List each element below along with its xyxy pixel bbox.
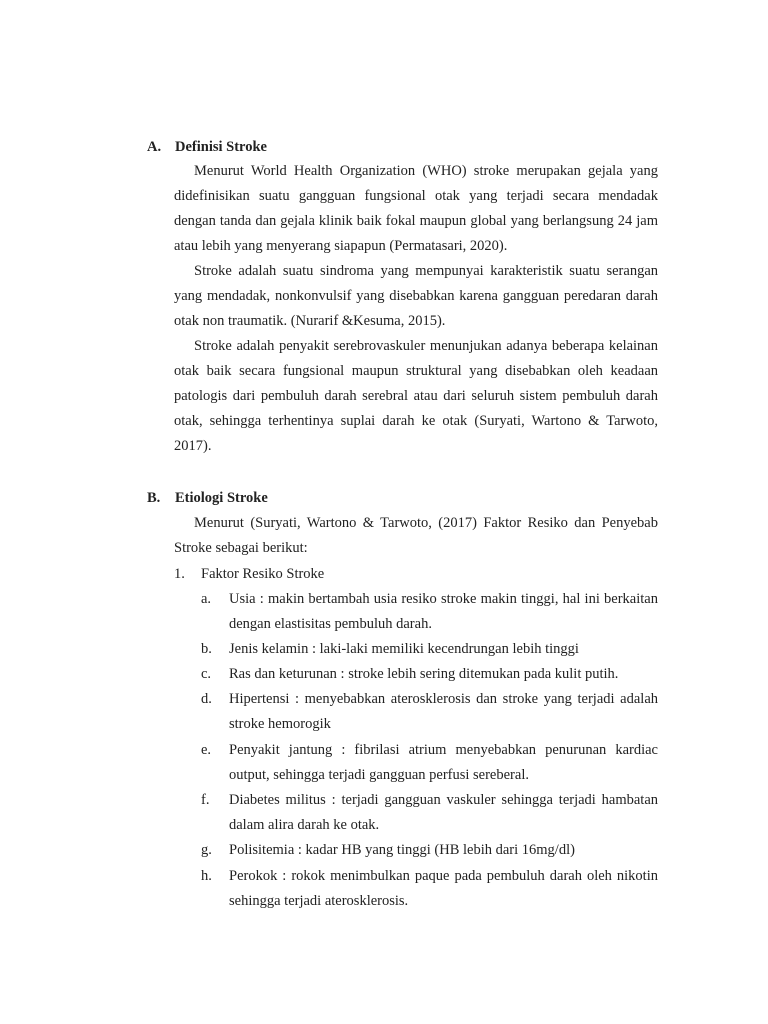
list-item-e xyxy=(201,738,658,788)
section-b-title: Etiologi Stroke xyxy=(175,490,268,506)
list-item-f xyxy=(201,788,658,838)
list-letter: h. xyxy=(201,868,212,884)
list-letter: d. xyxy=(201,691,212,707)
list-item-text: Jenis kelamin : laki-laki memiliki kecendrungan lebih tinggi xyxy=(229,641,579,657)
list-letter: e. xyxy=(201,742,212,758)
list-letter: b. xyxy=(201,641,212,657)
section-b-intro: Menurut (Suryati, Wartono & Tarwoto, (2017) Faktor Resiko dan Penyebab Stroke sebagai berikut: xyxy=(174,515,658,556)
section-b-number: B. xyxy=(147,490,161,506)
section-a-heading xyxy=(147,137,267,157)
list-item-b xyxy=(201,637,658,662)
list-letter: g. xyxy=(201,842,212,858)
list-item-text: Hipertensi : menyebabkan aterosklerosis dan stroke yang terjadi adalah stroke hemorogik xyxy=(229,691,658,732)
numbered-list-item xyxy=(174,564,324,584)
list-letter: a. xyxy=(201,591,212,607)
section-b-heading xyxy=(147,488,268,508)
list-item-text: Polisitemia : kadar HB yang tinggi (HB lebih dari 16mg/dl) xyxy=(229,842,575,858)
section-a-title: Definisi Stroke xyxy=(175,139,267,155)
list-item-d xyxy=(201,687,658,737)
list-item-text: Perokok : rokok menimbulkan paque pada pembuluh darah oleh nikotin sehingga terjadi aterosklerosis. xyxy=(229,868,658,909)
list-item-text: Diabetes militus : terjadi gangguan vaskuler sehingga terjadi hambatan dalam alira darah ke otak. xyxy=(229,792,658,833)
section-a-paragraph-2: Stroke adalah suatu sindroma yang mempunyai karakteristik suatu serangan yang mendadak, nonkonvulsif yang disebabkan karena gangguan peredaran darah otak non traumatik. (Nurarif &Kesuma, 2015). xyxy=(174,263,658,329)
section-a-paragraph-3: Stroke adalah penyakit serebrovaskuler menunjukan adanya beberapa kelainan otak baik secara fungsional maupun struktural yang disebabkan oleh keadaan patologis dari pembuluh darah serebral atau dari seluruh sistem pembuluh darah otak, sehingga terhentinya suplai darah ke otak (Suryati, Wartono & Tarwoto, 2017). xyxy=(174,338,658,454)
list-item-h xyxy=(201,864,658,914)
list-item-c xyxy=(201,662,658,687)
list-letter: c. xyxy=(201,666,212,682)
list-item-g xyxy=(201,838,658,863)
list-number: 1. xyxy=(174,566,185,582)
list-letter: f. xyxy=(201,792,210,808)
section-a-paragraph-1: Menurut World Health Organization (WHO) stroke merupakan gejala yang didefinisikan suatu gangguan fungsional otak yang terjadi secara mendadak dengan tanda dan gejala klinik baik fokal maupun global yang berlangsung 24 jam atau lebih yang menyerang siapapun (Permatasari, 2020). xyxy=(174,163,658,254)
list-title: Faktor Resiko Stroke xyxy=(201,566,325,582)
list-item-text: Usia : makin bertambah usia resiko stroke makin tinggi, hal ini berkaitan dengan elastisitas pembuluh darah. xyxy=(229,591,658,632)
list-item-text: Penyakit jantung : fibrilasi atrium menyebabkan penurunan kardiac output, sehingga terjadi gangguan perfusi sereberal. xyxy=(229,742,658,783)
list-item-a xyxy=(201,587,658,637)
list-item-text: Ras dan keturunan : stroke lebih sering ditemukan pada kulit putih. xyxy=(229,666,619,682)
section-a-number: A. xyxy=(147,139,162,155)
